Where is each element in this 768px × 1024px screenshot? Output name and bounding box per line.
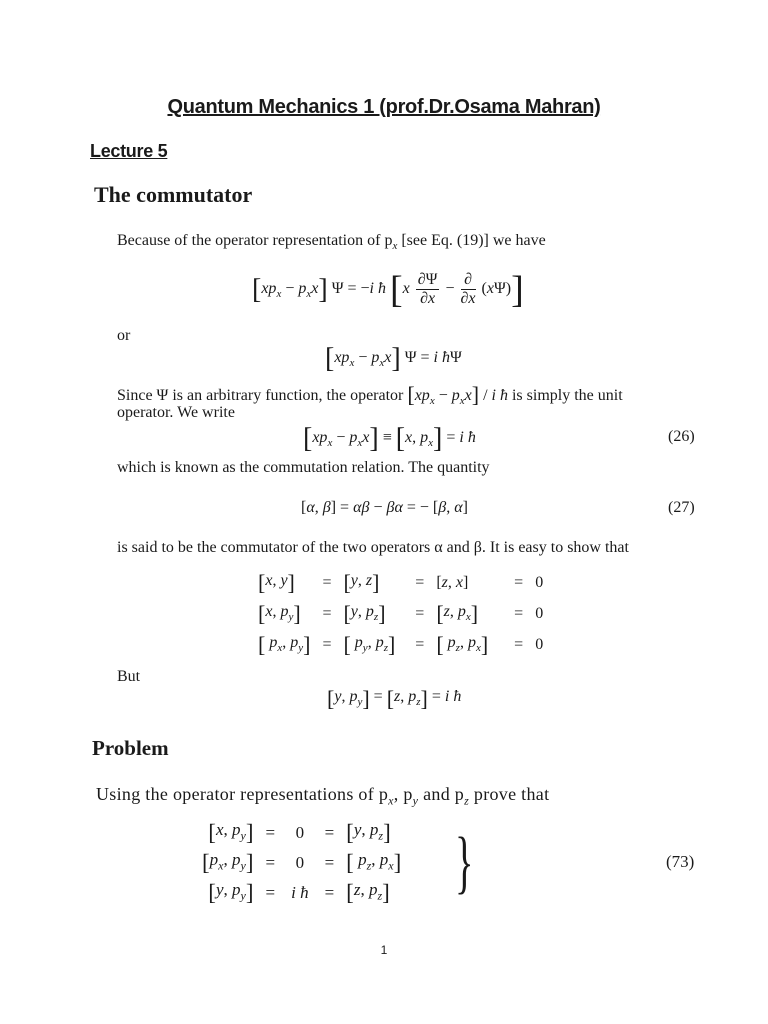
lecture-label: Lecture 5: [90, 141, 168, 161]
section-heading-problem: Problem: [92, 736, 169, 760]
equation-number-26: (26): [668, 428, 695, 445]
equation-number-73: (73): [666, 852, 695, 871]
right-brace: }: [455, 824, 474, 901]
document-title: Quantum Mechanics 1 (prof.Dr.Osama Mahran): [167, 96, 601, 118]
equation-commutator-action: $[xp_x - p_xx] \Psi = -i$ ħ [x $\frac{\partial\Psi}{\partial x}$ − $\frac{\partial}{\partial x}$ (xΨ)]: [252, 269, 524, 311]
problem-equation-row: [y, $p_y$] = i ħ = [z, $p_z$]: [208, 880, 390, 905]
or-text: or: [117, 327, 131, 344]
commutator-row: [x, y] = [y, z] = [z, x] = 0: [258, 569, 544, 595]
intro-paragraph: Because of the operator representation of $p_x$ [see Eq. (19)] we have: [117, 232, 546, 253]
commutator-relations-table: [252, 567, 549, 660]
equation-commutator-result: $[xp_x - p_xx] \Psi = i$ ħΨ: [325, 343, 462, 374]
commutator-row: [ $p_x$, $p_y$] = [ $p_y$, $p_z$] = [ $p_z$, $p_x$] = 0: [258, 631, 544, 657]
section-heading-commutator: The commutator: [94, 182, 253, 207]
problem-equations-table: [196, 818, 407, 908]
since-paragraph-line1: Since Ψ is an arbitrary function, the operator $[xp_x - p_xx] / i$ ħ is simply the unit: [117, 382, 623, 408]
problem-equation-row: [x, $p_y$] = 0 = [y, $p_z$]: [208, 820, 391, 845]
but-text: But: [117, 668, 141, 685]
equation-but: [y, $p_y] = [z$, $p_z] = i$ ħ: [327, 686, 462, 711]
problem-statement: Using the operator representations of $p_x$, $p_y$ and $p_z$ prove that: [96, 784, 550, 808]
equation-26: $[xp_x - p_xx] \equiv [x$, $p_x] = i$ ħ: [303, 423, 476, 454]
problem-equation-row: [$p_x$, $p_y$] = 0 = [ $p_z$, $p_x$]: [202, 850, 402, 875]
since-paragraph-line2: operator. We write: [117, 404, 235, 421]
equation-number-27: (27): [668, 499, 695, 516]
commutator-definition-text: is said to be the commutator of the two operators α and β. It is easy to show that: [117, 539, 629, 556]
equation-27: [α, β] = αβ − βα = − [β, α]: [301, 499, 468, 516]
page-number: 1: [380, 943, 388, 957]
known-as-text: which is known as the commutation relation. The quantity: [117, 459, 490, 476]
commutator-row: [x, $p_y$] = [y, $p_z$] = [z, $p_x$] = 0: [258, 600, 544, 626]
